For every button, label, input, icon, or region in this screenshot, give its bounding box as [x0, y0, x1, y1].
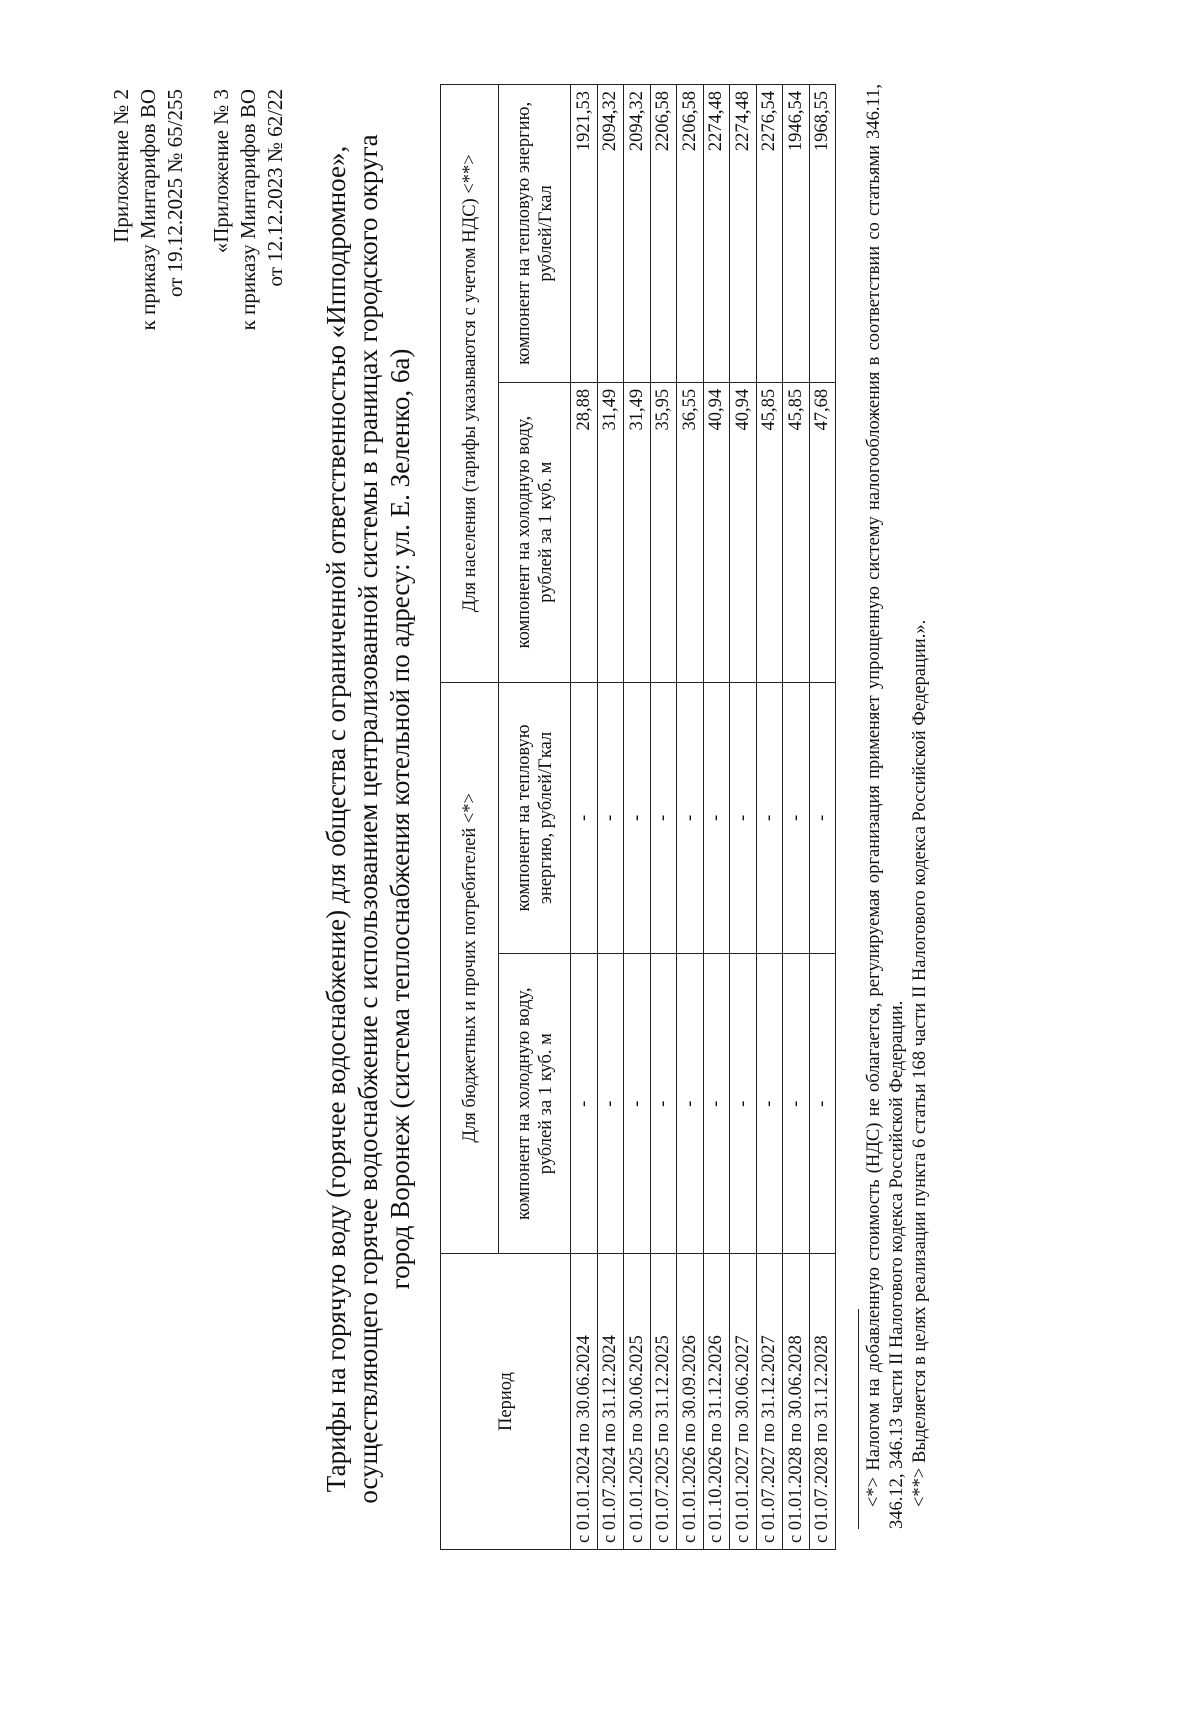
budget-cold-cell: - [677, 954, 704, 1254]
population-heat-cell: 1921,53 [571, 85, 598, 383]
budget-cold-cell: - [597, 954, 624, 1254]
attachment-header-current [108, 89, 189, 409]
footnote-vat: <*> Налогом на добавленную стоимость (НДС) не облагается, регулируемая организация применяет упрощенную систему налогообложения в соответствии со статьями 346.11, 346.12, 346.13 части II Налогового кодекса Российской Федерации. [864, 84, 907, 1529]
period-cell: с 01.01.2028 по 30.06.2028 [783, 1254, 810, 1550]
population-cold-cell: 47,68 [809, 382, 836, 682]
budget-heat-cell: - [783, 682, 810, 954]
footnotes [858, 84, 932, 1529]
title-line: город Воронеж (система теплоснабжения котельной по адресу: ул. Е. Зеленко, 6а) [385, 348, 415, 1290]
population-group-header: Для населения (тарифы указываются с учетом НДС) <**> [441, 85, 499, 683]
period-cell: с 01.01.2025 по 30.06.2025 [624, 1254, 651, 1550]
period-cell: с 01.07.2027 по 31.12.2027 [756, 1254, 783, 1550]
period-cell: с 01.07.2024 по 31.12.2024 [597, 1254, 624, 1550]
budget-cold-cell: - [809, 954, 836, 1254]
budget-heat-cell: - [571, 682, 598, 954]
period-cell: с 01.01.2024 по 30.06.2024 [571, 1254, 598, 1550]
table-row [597, 85, 624, 1550]
population-cold-cell: 31,49 [597, 382, 624, 682]
period-cell: с 01.07.2025 по 31.12.2025 [650, 1254, 677, 1550]
population-heat-header: компонент на тепловую энергию, рублей/Гкал [499, 85, 571, 383]
table-row [677, 85, 704, 1550]
population-heat-cell: 2206,58 [677, 85, 704, 383]
period-cell: с 01.01.2027 по 30.06.2027 [730, 1254, 757, 1550]
population-heat-cell: 2274,48 [703, 85, 730, 383]
table-row [703, 85, 730, 1550]
population-cold-cell: 31,49 [624, 382, 651, 682]
budget-heat-cell: - [809, 682, 836, 954]
period-cell: с 01.07.2028 по 31.12.2028 [809, 1254, 836, 1550]
table-row [756, 85, 783, 1550]
table-row [571, 85, 598, 1550]
footnote-divider [858, 1309, 859, 1529]
title-line: осуществляющего горячее водоснабжение с использованием централизованной системы в границах городского округа [353, 134, 383, 1504]
attachment-order-ref: к приказу Минтарифов ВО [136, 89, 160, 331]
population-heat-cell: 2274,48 [730, 85, 757, 383]
table-row [624, 85, 651, 1550]
period-cell: с 01.01.2026 по 30.09.2026 [677, 1254, 704, 1550]
budget-cold-cell: - [783, 954, 810, 1254]
population-cold-cell: 45,85 [783, 382, 810, 682]
budget-cold-cell: - [730, 954, 757, 1254]
table-row [730, 85, 757, 1550]
budget-heat-cell: - [597, 682, 624, 954]
budget-cold-cell: - [624, 954, 651, 1254]
budget-group-header: Для бюджетных и прочих потребителей <*> [441, 682, 499, 1254]
budget-cold-header: компонент на холодную воду, рублей за 1 куб. м [499, 954, 571, 1254]
population-heat-cell: 2276,54 [756, 85, 783, 383]
period-cell: с 01.10.2026 по 31.12.2026 [703, 1254, 730, 1550]
attachment-header-previous [208, 89, 289, 409]
population-cold-cell: 40,94 [703, 382, 730, 682]
footnote-population: <**> Выделяется в целях реализации пункта 6 статьи 168 части II Налогового кодекса Российской Федерации.». [910, 619, 930, 1507]
budget-cold-cell: - [571, 954, 598, 1254]
budget-heat-cell: - [624, 682, 651, 954]
table-row [809, 85, 836, 1550]
attachment-order-date: от 12.12.2023 № 62/22 [263, 89, 287, 287]
tariff-table [440, 84, 836, 1550]
budget-cold-cell: - [756, 954, 783, 1254]
population-cold-cell: 45,85 [756, 382, 783, 682]
table-row [783, 85, 810, 1550]
attachment-number: Приложение № 2 [109, 89, 133, 243]
budget-heat-cell: - [703, 682, 730, 954]
budget-cold-cell: - [703, 954, 730, 1254]
title-line: Тарифы на горячую воду (горячее водоснабжение) для общества с ограниченной ответственностью «Ипподромное», [321, 145, 351, 1493]
population-heat-cell: 1946,54 [783, 85, 810, 383]
population-cold-cell: 36,55 [677, 382, 704, 682]
population-cold-cell: 28,88 [571, 382, 598, 682]
budget-cold-cell: - [650, 954, 677, 1254]
population-heat-cell: 2206,58 [650, 85, 677, 383]
budget-heat-header: компонент на тепловую энергию, рублей/Гкал [499, 682, 571, 954]
population-cold-cell: 40,94 [730, 382, 757, 682]
budget-heat-cell: - [756, 682, 783, 954]
population-cold-header: компонент на холодную воду, рублей за 1 куб. м [499, 382, 571, 682]
attachment-order-ref: к приказу Минтарифов ВО [236, 89, 260, 331]
table-header-row [441, 85, 499, 1550]
population-heat-cell: 2094,32 [624, 85, 651, 383]
document-title [320, 89, 416, 1549]
population-heat-cell: 2094,32 [597, 85, 624, 383]
attachment-order-date: от 19.12.2025 № 65/255 [163, 89, 187, 298]
table-row [650, 85, 677, 1550]
population-cold-cell: 35,95 [650, 382, 677, 682]
attachment-number: «Приложение № 3 [209, 89, 233, 254]
budget-heat-cell: - [730, 682, 757, 954]
budget-heat-cell: - [650, 682, 677, 954]
budget-heat-cell: - [677, 682, 704, 954]
population-heat-cell: 1968,55 [809, 85, 836, 383]
period-header: Период [441, 1254, 571, 1550]
